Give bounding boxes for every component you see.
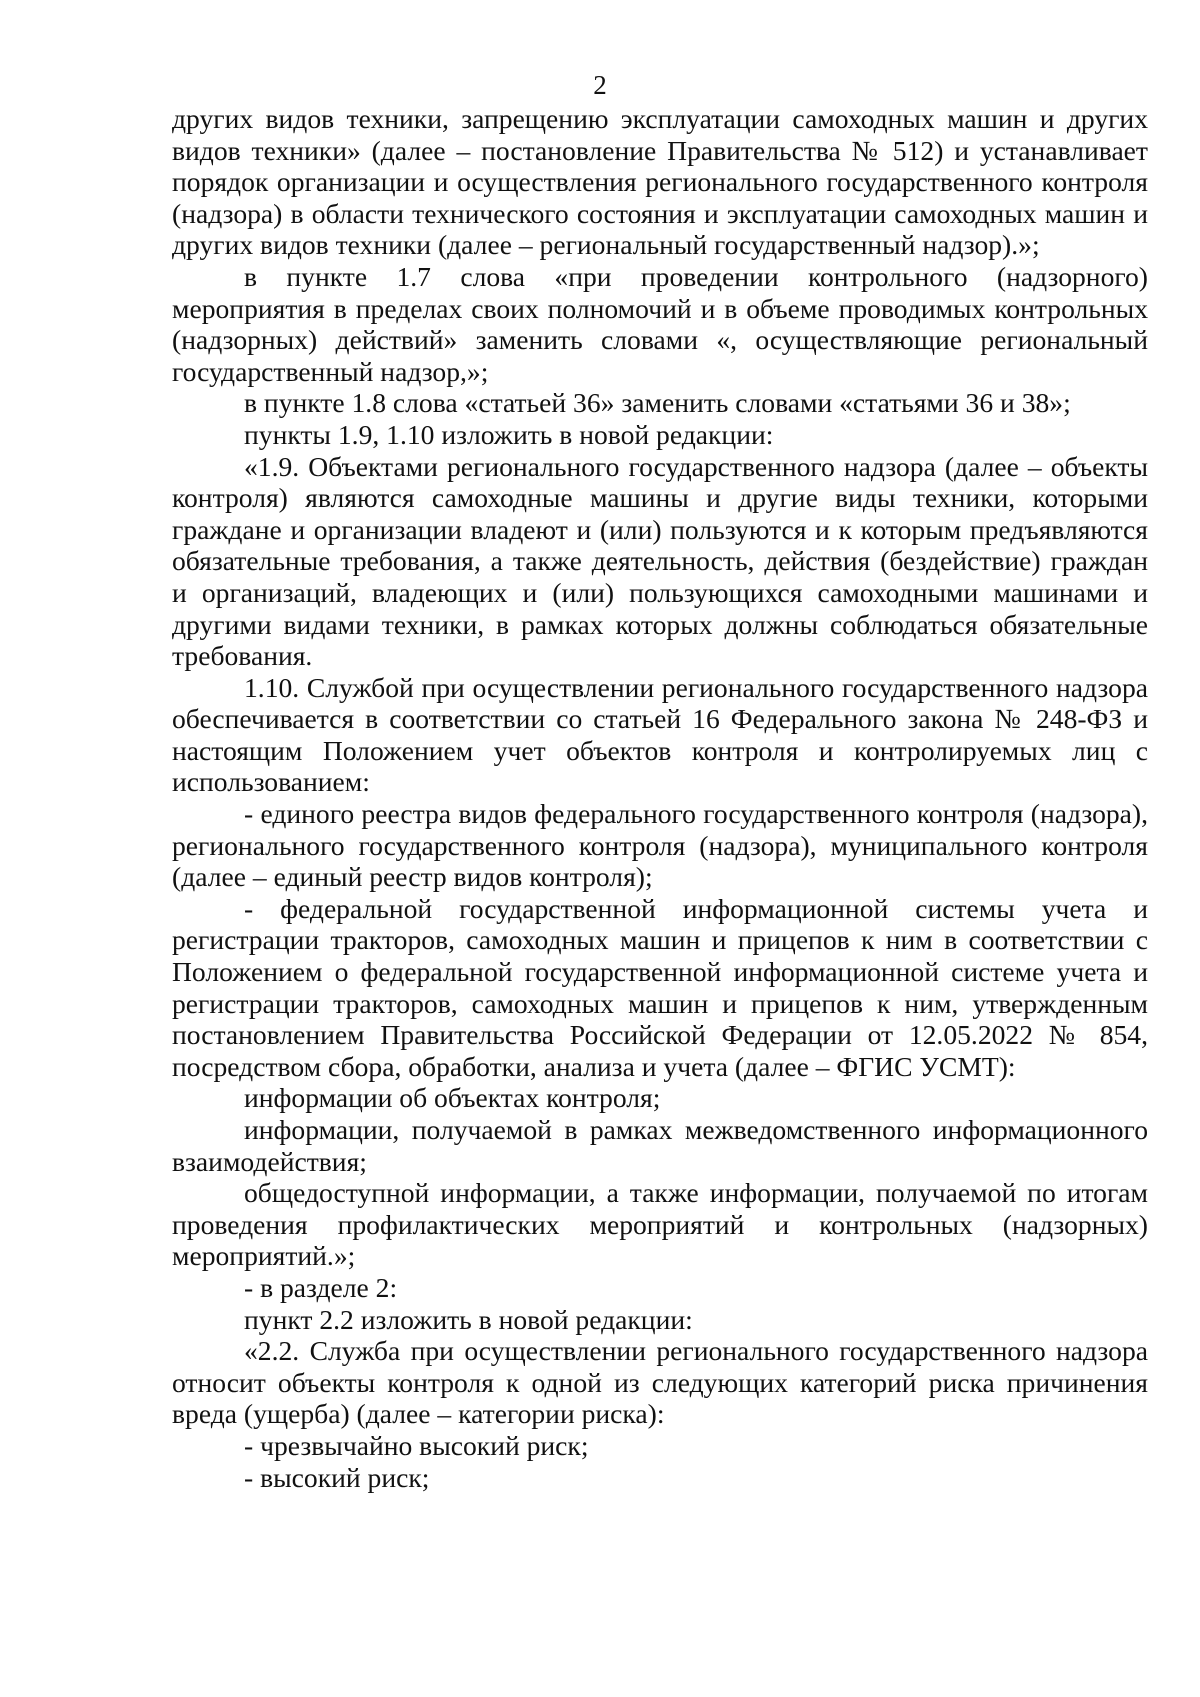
paragraph: пункты 1.9, 1.10 изложить в новой редакции: xyxy=(244,418,774,450)
paragraph: в пункте 1.7 слова «при проведении контрольного (надзорного) мероприятия в пределах своих полномочий и в объеме проводимых контрольных (надзорных) действий» заменить словами «, осуществляющие региональный государственный надзор,»; xyxy=(172,260,1148,387)
paragraph: 1.10. Службой при осуществлении регионального государственного надзора обеспечивается в соответствии со статьей 16 Федерального закона № 248-ФЗ и настоящим Положением учет объектов контроля и контролируемых лиц с использованием: xyxy=(172,671,1148,798)
paragraph: - чрезвычайно высокий риск; xyxy=(244,1429,589,1461)
paragraph: информации, получаемой в рамках межведомственного информационного взаимодействия; xyxy=(172,1114,1148,1177)
paragraph: - высокий риск; xyxy=(244,1461,430,1493)
paragraph: - федеральной государственной информационной системы учета и регистрации тракторов, самоходных машин и прицепов к ним в соответствии с Положением о федеральной государственной информационной системе учета и регистрации тракторов, самоходных машин и прицепов к ним, утвержденным постановлением Правительства Российской Федерации от 12.05.2022 № 854, посредством сбора, обработки, анализа и учета (далее – ФГИС УСМТ): xyxy=(172,892,1148,1082)
page-number: 2 xyxy=(593,70,607,100)
paragraph: «2.2. Служба при осуществлении регионального государственного надзора относит объекты контроля к одной из следующих категорий риска причинения вреда (ущерба) (далее – категории риска): xyxy=(172,1335,1148,1430)
paragraph: информации об объектах контроля; xyxy=(244,1082,661,1114)
paragraph: - единого реестра видов федерального государственного контроля (надзора), регионального государственного контроля (надзора), муниципального контроля (далее – единый реестр видов контроля); xyxy=(172,798,1148,893)
paragraph: других видов техники, запрещению эксплуатации самоходных машин и других видов техники» (далее – постановление Правительства № 512) и устанавливает порядок организации и осуществления регионального государственного контроля (надзора) в области технического состояния и эксплуатации самоходных машин и других видов техники (далее – региональный государственный надзор).»; xyxy=(172,103,1148,261)
paragraph: «1.9. Объектами регионального государственного надзора (далее – объекты контроля) являются самоходные машины и другие виды техники, которыми граждане и организации владеют и (или) пользуются и к которым предъявляются обязательные требования, а также деятельность, действия (бездействие) граждан и организаций, владеющих и (или) пользующихся самоходными машинами и другими видами техники, в рамках которых должны соблюдаться обязательные требования. xyxy=(172,450,1148,672)
paragraph: пункт 2.2 изложить в новой редакции: xyxy=(244,1303,693,1335)
document-body xyxy=(172,103,1148,1493)
paragraph: - в разделе 2: xyxy=(244,1271,398,1303)
paragraph: в пункте 1.8 слова «статьей 36» заменить словами «статьями 36 и 38»; xyxy=(244,387,1071,419)
paragraph: общедоступной информации, а также информации, получаемой по итогам проведения профилактических мероприятий и контрольных (надзорных) мероприятий.»; xyxy=(172,1177,1148,1272)
